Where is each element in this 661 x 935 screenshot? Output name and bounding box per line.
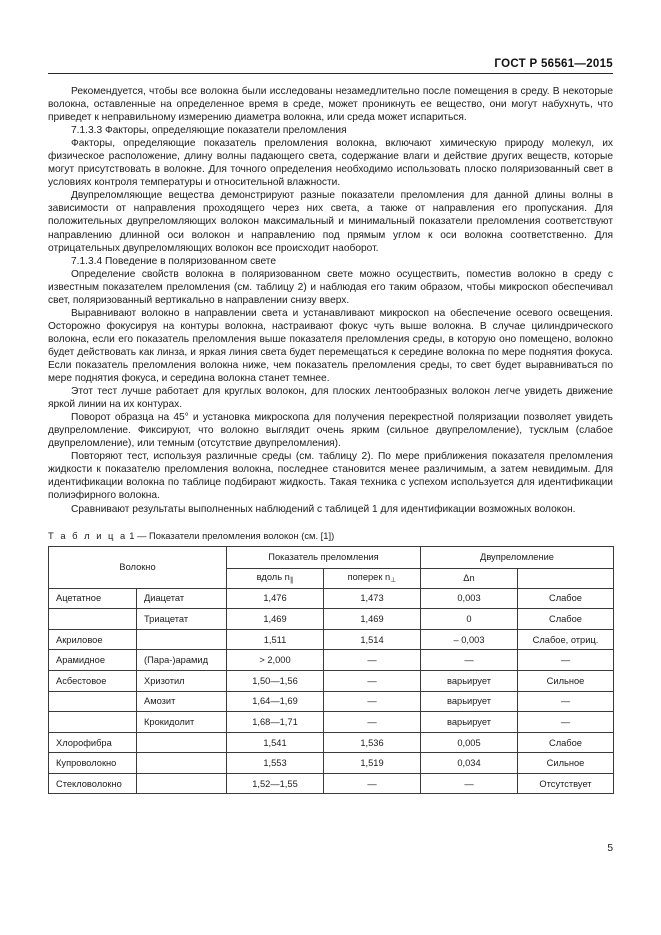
table-caption	[48, 530, 613, 541]
page-content	[48, 56, 613, 794]
th-across-subscript: ⊥	[390, 575, 397, 585]
header-divider	[48, 73, 613, 74]
table-row	[49, 691, 614, 712]
cell-delta-n: —	[421, 773, 518, 794]
cell-fiber	[49, 691, 137, 712]
cell-across: 1,473	[324, 588, 421, 609]
cell-fiber: Стекловолокно	[49, 773, 137, 794]
cell-along: 1,50—1,56	[227, 670, 324, 691]
cell-across: —	[324, 650, 421, 671]
cell-delta-n: —	[421, 650, 518, 671]
cell-quality: —	[518, 691, 614, 712]
cell-quality: Сильное	[518, 670, 614, 691]
table-row	[49, 753, 614, 774]
th-birefringence: Двупреломление	[421, 546, 614, 568]
cell-fiber	[49, 609, 137, 630]
cell-across: —	[324, 712, 421, 733]
cell-delta-n: варьирует	[421, 670, 518, 691]
standard-number-header: ГОСТ Р 56561—2015	[494, 58, 613, 70]
table-row	[49, 712, 614, 733]
cell-along: 1,541	[227, 732, 324, 753]
body-paragraph: Рекомендуется, чтобы все волокна были исследованы незамедлительно после помещения в среду. В некоторые волокна, оставленные на определенное время в среде, может проникнуть ее вещество, они могут набухнуть, что приведет к неправильному измерению диаметра волокна, или среда может испариться.	[48, 86, 613, 124]
body-paragraph: Факторы, определяющие показатель преломления волокна, включают химическую природу молекул, их физическое расположение, длину волны падающего света, содержание влаги и действие других веществ, которые могут присутствовать в волокне. Для точного определения необходимо использовать плоско поляризованный свет в условиях контроля температуры и относительной влажности.	[48, 138, 613, 189]
body-paragraph: Повторяют тест, используя различные среды (см. таблицу 2). По мере приближения показателя преломления жидкости к показателю преломления волокна, последнее становится менее различимым, а затем невидимым. Для идентификации волокна по таблице подбирают жидкость. Такая техника с успехом используется для идентификации полиэфирного волокна.	[48, 451, 613, 502]
body-paragraph: Двупреломляющие вещества демонстрируют разные показатели преломления для данной длины волны в зависимости от направления проходящего через них света, а также от направления его пропускания. Для положительных двупреломляющих волокон максимальный и минимальный показатели преломления соответствуют направлению длинной оси волокон и направлению под прямым углом к оси волокна соответственно. Для отрицательных двупреломляющих волокон все происходит наоборот.	[48, 190, 613, 254]
cell-quality: —	[518, 712, 614, 733]
table-row	[49, 609, 614, 630]
cell-quality: —	[518, 650, 614, 671]
cell-fiber: Купроволокно	[49, 753, 137, 774]
cell-subtype: Хризотил	[137, 670, 227, 691]
cell-along: 1,64—1,69	[227, 691, 324, 712]
cell-across: 1,536	[324, 732, 421, 753]
body-paragraph: Определение свойств волокна в поляризованном свете можно осуществить, поместив волокно в среду с известным показателем преломления (см. таблицу 2) и наблюдая его таким образом, чтобы микроскоп обеспечивал свет, поляризованный вертикально в направлении снизу вверх.	[48, 268, 613, 306]
cell-quality: Сильное	[518, 753, 614, 774]
cell-fiber: Асбестовое	[49, 670, 137, 691]
cell-subtype: (Пара-)арамид	[137, 650, 227, 671]
cell-fiber	[49, 712, 137, 733]
table-caption-text: — Показатели преломления волокон (см. [1])	[137, 529, 335, 541]
cell-fiber: Ацетатное	[49, 588, 137, 609]
cell-quality: Отсутствует	[518, 773, 614, 794]
page-number: 5	[607, 843, 613, 854]
cell-delta-n: – 0,003	[421, 629, 518, 650]
cell-across: 1,519	[324, 753, 421, 774]
cell-subtype	[137, 629, 227, 650]
cell-along: 1,511	[227, 629, 324, 650]
cell-quality: Слабое	[518, 732, 614, 753]
cell-across: 1,469	[324, 609, 421, 630]
th-across-perpendicular	[324, 568, 421, 588]
body-paragraph: Этот тест лучше работает для круглых волокон, для плоских лентообразных волокон легче увидеть движение яркой линии на их контурах.	[48, 386, 613, 411]
fiber-refractive-index-table	[48, 546, 614, 795]
table-caption-label: Т а б л и ц а	[48, 529, 128, 541]
th-fiber: Волокно	[49, 546, 227, 588]
table-body	[49, 588, 614, 794]
table-caption-number: 1	[129, 529, 135, 541]
cell-quality: Слабое	[518, 588, 614, 609]
th-across-label: поперек n	[347, 572, 391, 583]
cell-subtype	[137, 753, 227, 774]
cell-quality: Слабое	[518, 609, 614, 630]
cell-across: —	[324, 773, 421, 794]
cell-delta-n: 0,003	[421, 588, 518, 609]
cell-subtype	[137, 773, 227, 794]
th-refractive-index: Показатель преломления	[227, 546, 421, 568]
body-paragraph: Сравнивают результаты выполненных наблюдений с таблицей 1 для идентификации возможных волокон.	[71, 503, 576, 515]
table-row	[49, 670, 614, 691]
table-row	[49, 773, 614, 794]
body-text-block	[48, 85, 613, 516]
cell-delta-n: 0	[421, 609, 518, 630]
cell-fiber: Арамидное	[49, 650, 137, 671]
clause-heading: 7.1.3.3 Факторы, определяющие показатели преломления	[71, 125, 347, 137]
clause-heading: 7.1.3.4 Поведение в поляризованном свете	[71, 255, 277, 267]
cell-along: > 2,000	[227, 650, 324, 671]
cell-along: 1,476	[227, 588, 324, 609]
cell-subtype	[137, 732, 227, 753]
th-along-label: вдоль n	[256, 572, 290, 583]
cell-delta-n: 0,034	[421, 753, 518, 774]
body-paragraph: Поворот образца на 45° и установка микроскопа для получения перекрестной поляризации позволяет увидеть двупреломление. Фиксируют, что волокно выглядит очень ярким (сильное двупреломление), тусклым (слабое двупреломление), или темным (отсутствие двупреломления).	[48, 412, 613, 450]
cell-subtype: Диацетат	[137, 588, 227, 609]
th-delta-n: Δn	[421, 568, 518, 588]
cell-delta-n: варьирует	[421, 712, 518, 733]
cell-delta-n: 0,005	[421, 732, 518, 753]
cell-along: 1,68—1,71	[227, 712, 324, 733]
table-row	[49, 650, 614, 671]
table-row	[49, 732, 614, 753]
table-row	[49, 629, 614, 650]
table-head	[49, 546, 614, 588]
cell-delta-n: варьирует	[421, 691, 518, 712]
cell-across: 1,514	[324, 629, 421, 650]
th-along-parallel	[227, 568, 324, 588]
cell-quality: Слабое, отриц.	[518, 629, 614, 650]
th-qualitative	[518, 568, 614, 588]
table-header-row-1	[49, 546, 614, 568]
cell-fiber: Хлорофибра	[49, 732, 137, 753]
cell-along: 1,469	[227, 609, 324, 630]
cell-subtype: Триацетат	[137, 609, 227, 630]
cell-along: 1,52—1,55	[227, 773, 324, 794]
th-along-subscript: ∥	[289, 575, 294, 585]
body-paragraph: Выравнивают волокно в направлении света и устанавливают микроскоп на обеспечение осевого освещения. Осторожно фокусируя на контуры волокна, настраивают фокус чуть выше волокна. В случае цилиндрического волокна, если его показатель преломления выше показателя преломления среды, в которую оно помещено, волокно будет действовать как линза, и яркая линия света будет перемещаться к середине волокна по мере поднятия фокуса. Если показатель преломления волокна ниже, чем показатель преломления среды, то свет будет выравниваться по мере поднятия фокуса, и середина волокна станет темнее.	[48, 307, 613, 385]
cell-subtype: Крокидолит	[137, 712, 227, 733]
cell-fiber: Акриловое	[49, 629, 137, 650]
table-row	[49, 588, 614, 609]
cell-along: 1,553	[227, 753, 324, 774]
cell-across: —	[324, 670, 421, 691]
cell-subtype: Амозит	[137, 691, 227, 712]
cell-across: —	[324, 691, 421, 712]
spacer-before-table	[48, 516, 613, 530]
